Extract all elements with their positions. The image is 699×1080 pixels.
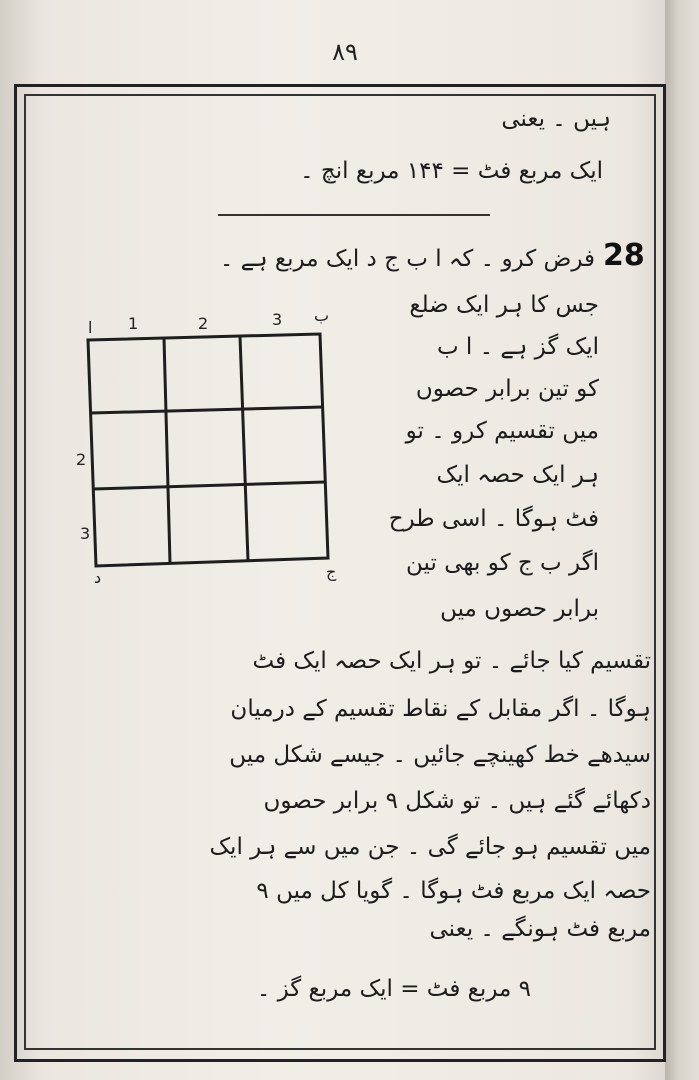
grid-line-h2 bbox=[93, 482, 325, 489]
tick-label: 3 bbox=[80, 524, 91, 543]
body-line: ہوگا ۔ اگر مقابل کے نقاط تقسیم کے درمیان bbox=[230, 696, 651, 722]
grid-line-v1 bbox=[164, 338, 170, 563]
tick-label: 1 bbox=[128, 314, 139, 333]
section-divider bbox=[218, 214, 490, 216]
side-line: جس کا ہر ایک ضلع bbox=[409, 292, 599, 318]
item-first-line: فرض کرو ۔ کہ ا ب ج د ایک مربع ہے ۔ bbox=[219, 246, 595, 272]
vertex-label-d: د bbox=[94, 568, 102, 587]
tick-label: 2 bbox=[76, 450, 87, 469]
body-line: حصہ ایک مربع فٹ ہوگا ۔ گویا کل میں ۹ bbox=[256, 878, 651, 904]
vertex-label-a: ا bbox=[88, 318, 93, 337]
grid-line-v2 bbox=[240, 336, 248, 561]
body-line: دکھائے گئے ہیں ۔ تو شکل ۹ برابر حصوں bbox=[263, 788, 651, 814]
square-diagram bbox=[74, 300, 344, 590]
vertex-label-b: ب bbox=[314, 306, 330, 325]
grid-line-h1 bbox=[91, 407, 323, 413]
tick-label: 3 bbox=[272, 310, 283, 329]
body-line: مربع فٹ ہونگے ۔ یعنی bbox=[429, 916, 651, 942]
page-edge-shadow bbox=[665, 0, 699, 1080]
body-line: سیدھے خط کھینچے جائیں ۔ جیسے شکل میں bbox=[229, 742, 651, 768]
square-outline bbox=[88, 334, 328, 566]
line-top-2: ایک مربع فٹ = ۱۴۴ مربع انچ ۔ bbox=[300, 158, 603, 184]
line-top-1: ہیں ۔ یعنی bbox=[501, 106, 611, 132]
page-number: ٨٩ bbox=[332, 38, 358, 66]
tick-label: 2 bbox=[198, 314, 209, 333]
final-equation: ۹ مربع فٹ = ایک مربع گز ۔ bbox=[256, 976, 531, 1002]
vertex-label-j: ج bbox=[326, 562, 337, 581]
side-line: کو تین برابر حصوں bbox=[415, 376, 599, 402]
square-grid-svg bbox=[74, 300, 344, 590]
side-line: فٹ ہوگا ۔ اسی طرح bbox=[388, 506, 599, 532]
body-line: میں تقسیم ہو جائے گی ۔ جن میں سے ہر ایک bbox=[209, 834, 651, 860]
side-line: ایک گز ہے ۔ ا ب bbox=[436, 334, 599, 360]
side-line: برابر حصوں میں bbox=[440, 596, 599, 622]
side-line: اگر ب ج کو بھی تین bbox=[406, 550, 599, 576]
item-number: 28 bbox=[603, 238, 645, 273]
body-line: تقسیم کیا جائے ۔ تو ہر ایک حصہ ایک فٹ bbox=[252, 648, 651, 674]
side-line: ہر ایک حصہ ایک bbox=[436, 462, 599, 488]
side-line: میں تقسیم کرو ۔ تو bbox=[405, 418, 599, 444]
